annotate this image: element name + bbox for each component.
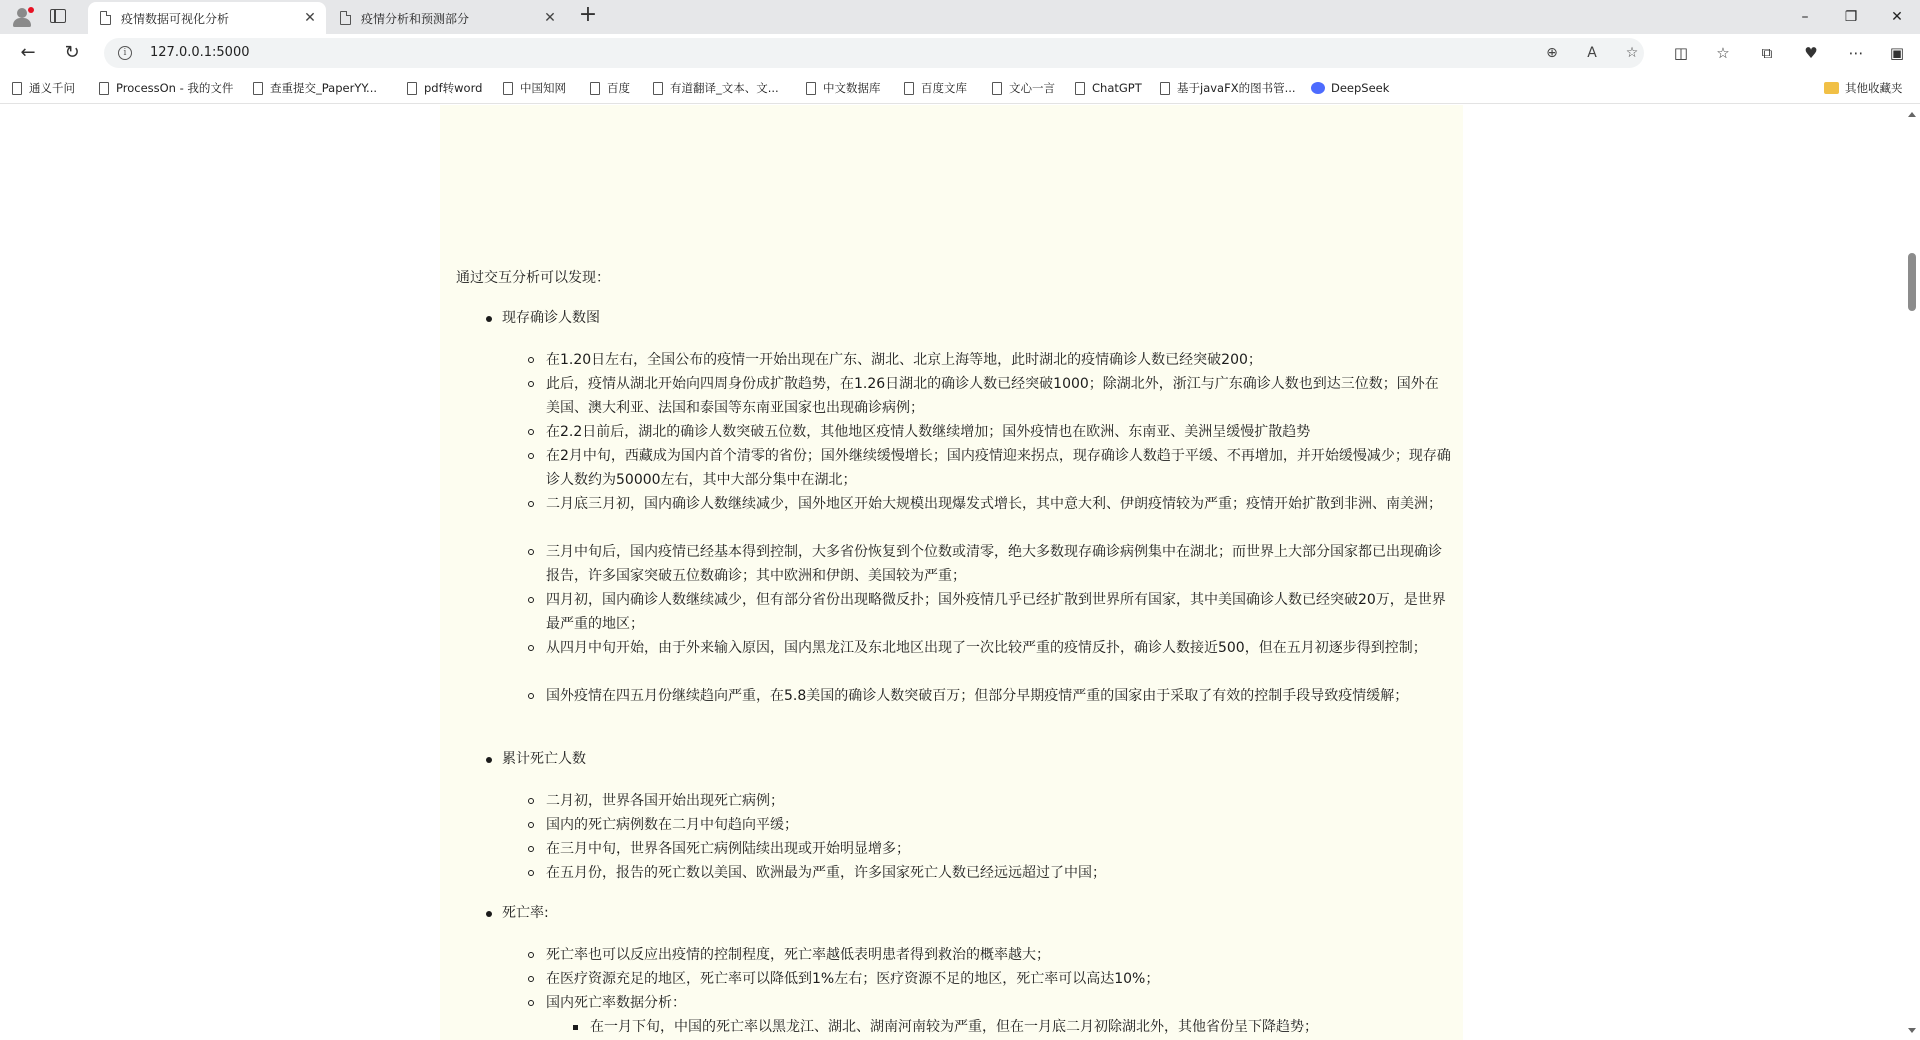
bookmark-item[interactable] [1160, 79, 1296, 97]
page-icon [12, 82, 22, 95]
bullet-ring [528, 645, 534, 651]
bookmark-item[interactable] [992, 79, 1055, 97]
bullet-ring [528, 501, 534, 507]
page-viewport [0, 105, 1905, 1040]
list-item: 在三月中旬，世界各国死亡病例陆续出现或开始明显增多； [546, 841, 910, 857]
folder-icon [1824, 82, 1839, 94]
section-title: 现存确诊人数图 [502, 310, 600, 326]
vertical-scrollbar[interactable] [1905, 105, 1920, 1040]
tab-strip [0, 0, 1920, 34]
list-item: 此后，疫情从湖北开始向四周身份成扩散趋势，在1.26日湖北的确诊人数已经突破1000；除湖北外，浙江与广东确诊人数也到达三位数；国外在美国、澳大利亚、法国和泰国等东南亚国家也出现确诊病例； [546, 376, 1439, 416]
back-arrow-icon[interactable]: ← [20, 42, 36, 63]
list-item: 在五月份，报告的死亡数以美国、欧洲最为严重，许多国家死亡人数已经远远超过了中国； [546, 865, 1106, 881]
bookmark-item[interactable] [904, 79, 967, 97]
bookmark-label: 其他收藏夹 [1845, 81, 1903, 95]
list-item: 国外疫情在四五月份继续趋向严重，在5.8美国的确诊人数突破百万；但部分早期疫情严重的国家由于采取了有效的控制手段导致疫情缓解； [546, 688, 1409, 704]
bookmark-label: 百度文库 [921, 81, 967, 95]
bookmarks-bar [0, 72, 1920, 104]
page-icon [653, 82, 663, 95]
bookmark-label: 通义千问 [29, 81, 75, 95]
bullet-square [573, 1025, 578, 1030]
bookmark-label: 中国知网 [520, 81, 566, 95]
bullet-ring [528, 453, 534, 459]
site-info-icon[interactable]: i [118, 46, 132, 60]
close-window-button[interactable]: ✕ [1891, 9, 1903, 25]
bullet-ring [528, 822, 534, 828]
zoom-icon[interactable]: ⊕ [1546, 45, 1558, 61]
tab-title: 疫情数据可视化分析 [121, 11, 230, 26]
tab-actions-icon[interactable] [50, 9, 66, 23]
bullet-disc [486, 316, 492, 322]
bullet-ring [528, 429, 534, 435]
list-item: 国内的死亡病例数在二月中旬趋向平缓； [546, 817, 798, 833]
toolbar [0, 34, 1920, 72]
collections-icon[interactable]: ⧉ [1761, 44, 1773, 62]
scroll-up-icon[interactable] [1908, 112, 1916, 117]
bullet-disc [486, 757, 492, 763]
bullet-ring [528, 693, 534, 699]
bullet-ring [528, 976, 534, 982]
page-icon [1075, 82, 1085, 95]
analysis-panel [440, 105, 1463, 1040]
favorite-star-icon[interactable]: ☆ [1625, 45, 1639, 61]
bookmark-item[interactable] [806, 79, 881, 97]
scroll-thumb[interactable] [1908, 253, 1916, 311]
bullet-ring [528, 952, 534, 958]
page-icon [590, 82, 600, 95]
page-icon [503, 82, 513, 95]
minimize-button[interactable]: – [1801, 9, 1809, 25]
bookmark-item[interactable] [253, 79, 377, 97]
bullet-ring [528, 357, 534, 363]
section-title: 死亡率: [502, 905, 549, 921]
bookmark-label: 文心一言 [1009, 81, 1055, 95]
bookmark-item[interactable] [503, 79, 566, 97]
list-item: 三月中旬后，国内疫情已经基本得到控制，大多省份恢复到个位数或清零，绝大多数现存确诊病例集中在湖北；而世界上大部分国家都已出现确诊报告，许多国家突破五位数确诊；其中欧洲和伊朗、美国较为严重； [546, 544, 1442, 584]
bookmark-item[interactable] [12, 79, 75, 97]
bookmark-item[interactable] [590, 79, 630, 97]
profile-icon[interactable] [10, 6, 34, 28]
bullet-ring [528, 798, 534, 804]
section-title: 累计死亡人数 [502, 751, 586, 767]
list-item: 四月初，国内确诊人数继续减少，但有部分省份出现略微反扑；国外疫情几乎已经扩散到世界所有国家，其中美国确诊人数已经突破20万，是世界最严重的地区； [546, 592, 1446, 632]
intro-text: 通过交互分析可以发现： [456, 270, 610, 286]
page-icon [100, 11, 111, 25]
bullet-ring [528, 846, 534, 852]
page-icon [407, 82, 417, 95]
page-icon [1160, 82, 1170, 95]
bullet-ring [528, 1000, 534, 1006]
favorites-icon[interactable]: ☆ [1716, 44, 1730, 62]
split-screen-icon[interactable]: ◫ [1673, 44, 1689, 62]
tab-prediction[interactable] [328, 2, 566, 34]
sidebar-icon[interactable]: ▣ [1889, 44, 1905, 62]
bookmark-item[interactable] [653, 79, 779, 97]
bookmark-label: 查重提交_PaperYY... [270, 81, 378, 95]
bullet-disc [486, 911, 492, 917]
page-icon [340, 11, 351, 25]
tab-title: 疫情分析和预测部分 [361, 11, 470, 26]
bullet-ring [528, 381, 534, 387]
bullet-ring [528, 870, 534, 876]
scroll-down-icon[interactable] [1908, 1028, 1916, 1033]
list-item: 在2月中旬，西藏成为国内首个清零的省份；国外继续缓慢增长；国内疫情迎来拐点，现存确诊人数趋于平缓、不再增加，并开始缓慢减少；现存确诊人数约为50000左右，其中大部分集中在湖北； [546, 448, 1451, 488]
list-item: 在1.20日左右，全国公布的疫情一开始出现在广东、湖北、北京上海等地，此时湖北的疫情确诊人数已经突破200； [546, 352, 1262, 368]
bookmark-item[interactable] [99, 79, 233, 97]
bookmark-label: ProcessOn - 我的文件 [116, 81, 234, 95]
restore-button[interactable]: ❐ [1844, 9, 1858, 25]
close-tab-icon[interactable]: ✕ [304, 10, 316, 26]
refresh-icon[interactable]: ↻ [64, 42, 80, 63]
bookmark-item[interactable] [1075, 79, 1142, 97]
list-item: 二月初，世界各国开始出现死亡病例； [546, 793, 784, 809]
more-options-icon[interactable]: ⋯ [1848, 44, 1864, 62]
list-item: 国内死亡率数据分析： [546, 995, 686, 1011]
bookmark-item[interactable] [407, 79, 482, 97]
list-item: 从四月中旬开始，由于外来输入原因，国内黑龙江及东北地区出现了一次比较严重的疫情反扑，确诊人数接近500，但在五月初逐步得到控制； [546, 640, 1427, 656]
bookmark-label: 百度 [607, 81, 630, 95]
deepseek-icon [1311, 82, 1325, 94]
tab-visualization[interactable] [88, 2, 326, 34]
bookmark-label: 有道翻译_文本、文... [670, 81, 779, 95]
bookmark-item[interactable] [1311, 79, 1389, 97]
new-tab-button[interactable]: + [578, 2, 598, 27]
bullet-ring [528, 597, 534, 603]
page-icon [253, 82, 263, 95]
browser-essentials-icon[interactable]: ♥ [1804, 44, 1818, 62]
page-icon [99, 82, 109, 95]
bookmark-label: pdf转word [424, 81, 483, 95]
page-icon [806, 82, 816, 95]
bookmark-label: ChatGPT [1092, 81, 1142, 95]
read-aloud-icon[interactable]: A [1587, 45, 1597, 61]
list-item: 死亡率也可以反应出疫情的控制程度，死亡率越低表明患者得到救治的概率越大； [546, 947, 1050, 963]
page-icon [992, 82, 1002, 95]
bookmark-label: 中文数据库 [823, 81, 881, 95]
bookmark-label: DeepSeek [1331, 81, 1390, 95]
list-item: 在医疗资源充足的地区，死亡率可以降低到1%左右；医疗资源不足的地区，死亡率可以高达10%； [546, 971, 1160, 987]
bullet-ring [528, 549, 534, 555]
close-tab-icon[interactable]: ✕ [544, 10, 556, 26]
list-item: 在2.2日前后，湖北的确诊人数突破五位数，其他地区疫情人数继续增加；国外疫情也在欧洲、东南亚、美洲呈缓慢扩散趋势 [546, 424, 1311, 440]
list-item: 二月底三月初，国内确诊人数继续减少，国外地区开始大规模出现爆发式增长，其中意大利、伊朗疫情较为严重；疫情开始扩散到非洲、南美洲； [546, 496, 1442, 512]
sub-list-item: 在一月下旬，中国的死亡率以黑龙江、湖北、湖南河南较为严重，但在一月底二月初除湖北外，其他省份呈下降趋势； [590, 1019, 1318, 1035]
page-icon [904, 82, 914, 95]
bookmark-label: 基于javaFX的图书管... [1177, 81, 1296, 95]
url-text[interactable]: 127.0.0.1:5000 [150, 45, 250, 60]
address-bar[interactable] [104, 38, 1644, 68]
other-bookmarks-folder[interactable] [1824, 79, 1903, 97]
